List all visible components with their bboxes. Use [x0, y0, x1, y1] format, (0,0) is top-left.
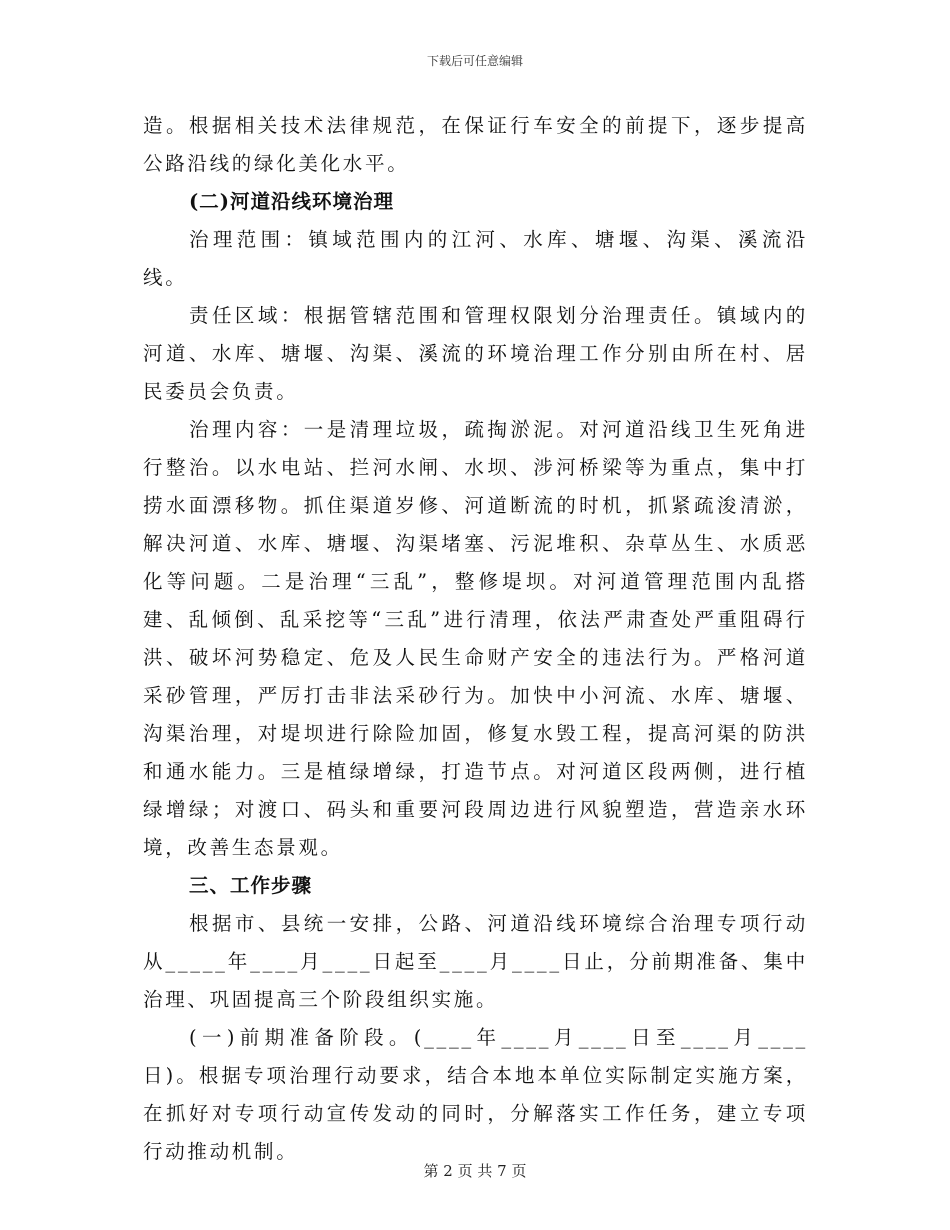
page-number: 第 2 页 共 7 页: [423, 1162, 527, 1180]
page-header: 下载后可任意编辑: [426, 54, 523, 68]
paragraph-content: 治理内容：一是清理垃圾，疏掏淤泥。对河道沿线卫生死角进行整治。以水电站、拦河水闸、水坝、涉河桥梁等为重点，集中打捞水面漂移物。抓住渠道岁修、河道断流的时机，抓紧疏浚清淤，解决河道、水库、塘堰、沟渠堵塞、污泥堆积、杂草丛生、水质恶化等问题。二是治理“三乱”，整修堤坝。对河道管理范围内乱搭建、乱倾倒、乱采挖等“三乱”进行清理，依法严肃查处严重阻碍行洪、破坏河势稳定、危及人民生命财产安全的违法行为。严格河道采砂管理，严厉打击非法采砂行为。加快中小河流、水库、塘堰、沟渠治理，对堤坝进行除险加固，修复水毁工程，提高河渠的防洪和通水能力。三是植绿增绿，打造节点。对河道区段两侧，进行植绿增绿；对渡口、码头和重要河段周边进行风貌塑造，营造亲水环境，改善生态景观。: [143, 418, 808, 859]
paragraph-steps: 根据市、县统一安排，公路、河道沿线环境综合治理专项行动从_____年____月____日起至____月____日止，分前期准备、集中治理、巩固提高三个阶段组织实施。: [143, 912, 808, 1011]
paragraph-road-greening: 造。根据相关技术法律规范，在保证行车安全的前提下，逐步提高公路沿线的绿化美化水平。: [143, 114, 808, 175]
section-heading-steps: 三、工作步骤: [189, 874, 313, 897]
paragraph-scope: 治理范围：镇域范围内的江河、水库、塘堰、沟渠、溪流沿线。: [143, 228, 808, 289]
section-heading-river: (二)河道沿线环境治理: [189, 190, 394, 213]
paragraph-responsibility: 责任区域：根据管辖范围和管理权限划分治理责任。镇域内的河道、水库、塘堰、沟渠、溪流的环境治理工作分别由所在村、居民委员会负责。: [143, 304, 808, 403]
paragraph-preparation: (一)前期准备阶段。(____年____月____日至____月____日)。根据专项治理行动要求，结合本地本单位实际制定实施方案，在抓好对专项行动宣传发动的同时，分解落实工作任务，建立专项行动推动机制。: [143, 1026, 808, 1163]
document-body: [143, 107, 808, 1171]
